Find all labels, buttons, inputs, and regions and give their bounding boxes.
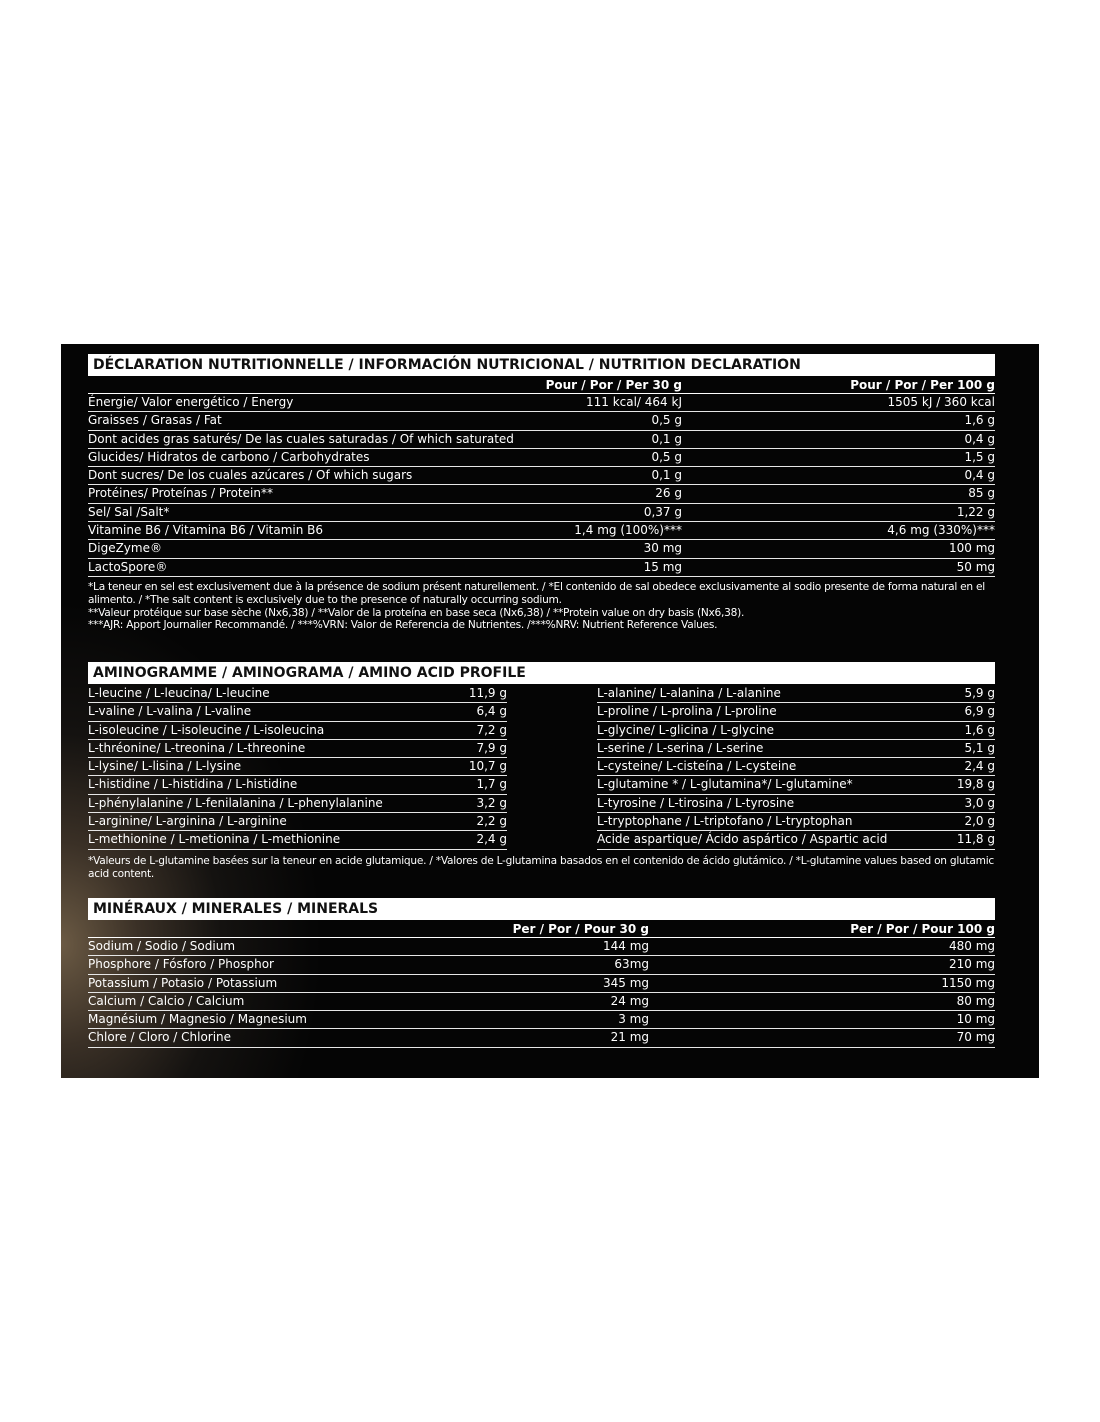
nutrition-title: DÉCLARATION NUTRITIONNELLE / INFORMACIÓN NUTRICIONAL / NUTRITION DECLARATION xyxy=(88,354,995,376)
table-row xyxy=(597,685,995,703)
nutrient-label: Dont sucres/ De los cuales azúcares / Of which sugars xyxy=(88,468,413,483)
value-per-30g: 111 kcal/ 464 kJ xyxy=(585,395,682,409)
table-row xyxy=(88,431,995,449)
table-row xyxy=(88,485,995,503)
amino-label: Acide aspartique/ Ácido aspártico / Aspartic acid xyxy=(597,832,888,847)
value-per-30g: 15 mg xyxy=(643,559,682,574)
minerals-section xyxy=(88,898,995,1048)
nutrient-label: Dont acides gras saturés/ De las cuales saturadas / Of which saturated xyxy=(88,431,514,446)
amino-note: *Valeurs de L-glutamine basées sur la teneur en acide glutamique. / *Valores de L-glutamina basados en el contenido de ácido glutámico. / *L-glutamine values based on glutamic acid content. xyxy=(88,855,995,880)
amino-value: 7,9 g xyxy=(476,740,507,755)
value-per-100g: 80 mg xyxy=(956,993,995,1008)
table-row xyxy=(88,467,995,485)
amino-value: 7,2 g xyxy=(476,722,507,737)
table-row xyxy=(88,722,507,740)
value-per-30g: 345 mg xyxy=(602,975,649,990)
table-row xyxy=(88,449,995,467)
minerals-col-30g: Per / Por / Pour 30 g xyxy=(512,922,649,936)
amino-value: 5,1 g xyxy=(964,740,995,755)
table-row xyxy=(88,540,995,558)
value-per-30g: 24 mg xyxy=(610,993,649,1008)
amino-value: 6,4 g xyxy=(476,704,507,719)
amino-title: AMINOGRAMME / AMINOGRAMA / AMINO ACID PROFILE xyxy=(88,662,995,684)
amino-label: L-arginine/ L-arginina / L-arginine xyxy=(88,814,287,829)
table-row xyxy=(88,504,995,522)
value-per-100g: 1,22 g xyxy=(956,504,995,519)
amino-value: 11,9 g xyxy=(468,686,507,700)
nutrient-label: Sel/ Sal /Salt* xyxy=(88,504,170,519)
table-row xyxy=(597,703,995,721)
value-per-100g: 85 g xyxy=(968,486,995,501)
amino-value: 1,7 g xyxy=(476,777,507,792)
nutrition-panel xyxy=(61,344,1039,1078)
value-per-100g: 0,4 g xyxy=(964,468,995,483)
amino-label: L-glutamine * / L-glutamina*/ L-glutamine* xyxy=(597,777,853,792)
nutrient-label: Glucides/ Hidratos de carbono / Carbohydrates xyxy=(88,449,370,464)
nutrient-label: LactoSpore® xyxy=(88,559,168,574)
table-row xyxy=(88,938,995,956)
table-row xyxy=(597,776,995,794)
value-per-30g: 0,5 g xyxy=(651,413,682,428)
value-per-100g: 1,5 g xyxy=(964,449,995,464)
mineral-label: Magnésium / Magnesio / Magnesium xyxy=(88,1012,307,1027)
table-row xyxy=(88,993,995,1011)
nutrient-label: Énergie/ Valor energético / Energy xyxy=(88,395,294,409)
amino-left-column xyxy=(88,685,507,850)
value-per-100g: 210 mg xyxy=(948,957,995,972)
minerals-column-headers xyxy=(88,920,995,938)
nutrient-label: Vitamine B6 / Vitamina B6 / Vitamin B6 xyxy=(88,523,324,538)
amino-value: 6,9 g xyxy=(964,704,995,719)
nutrition-section xyxy=(88,354,995,632)
nutrient-label: Protéines/ Proteínas / Protein** xyxy=(88,486,273,501)
nutrition-col-30g: Pour / Por / Per 30 g xyxy=(545,378,682,392)
amino-value: 5,9 g xyxy=(964,686,995,700)
value-per-100g: 70 mg xyxy=(956,1030,995,1045)
mineral-label: Potassium / Potasio / Potassium xyxy=(88,975,278,990)
nutrition-rows xyxy=(88,394,995,577)
value-per-30g: 0,1 g xyxy=(651,468,682,483)
table-row xyxy=(88,685,507,703)
amino-label: L-cysteine/ L-cisteína / L-cysteine xyxy=(597,759,797,774)
amino-label: L-tyrosine / L-tirosina / L-tyrosine xyxy=(597,795,795,810)
minerals-rows xyxy=(88,938,995,1048)
table-row xyxy=(88,559,995,577)
value-per-100g: 50 mg xyxy=(956,559,995,574)
amino-section xyxy=(88,662,995,881)
amino-value: 2,2 g xyxy=(476,814,507,829)
value-per-100g: 480 mg xyxy=(948,939,995,953)
value-per-30g: 0,5 g xyxy=(651,449,682,464)
table-row xyxy=(88,740,507,758)
value-per-100g: 1150 mg xyxy=(941,975,995,990)
value-per-100g: 0,4 g xyxy=(964,431,995,446)
value-per-100g: 4,6 mg (330%)*** xyxy=(887,523,995,538)
value-per-30g: 30 mg xyxy=(643,541,682,556)
amino-value: 2,4 g xyxy=(964,759,995,774)
amino-value: 2,4 g xyxy=(476,832,507,847)
value-per-100g: 1,6 g xyxy=(964,413,995,428)
amino-value: 10,7 g xyxy=(468,759,507,774)
table-row xyxy=(88,703,507,721)
mineral-label: Sodium / Sodio / Sodium xyxy=(88,939,236,953)
table-row xyxy=(88,1011,995,1029)
value-per-30g: 0,37 g xyxy=(643,504,682,519)
nutrient-label: DigeZyme® xyxy=(88,541,162,556)
amino-right-column xyxy=(597,685,995,850)
table-row xyxy=(88,795,507,813)
mineral-label: Phosphore / Fósforo / Phosphor xyxy=(88,957,274,972)
nutrition-note-protein: **Valeur protéique sur base sèche (Nx6,38) / **Valor de la proteína en base seca (Nx6,38) / **Protein value on dry basis (Nx6,38). xyxy=(88,606,745,619)
minerals-title: MINÉRAUX / MINERALES / MINERALS xyxy=(88,898,995,920)
nutrition-col-100g: Pour / Por / Per 100 g xyxy=(850,378,995,392)
nutrition-column-headers xyxy=(88,376,995,394)
amino-value: 11,8 g xyxy=(956,832,995,847)
table-row xyxy=(597,758,995,776)
amino-label: L-histidine / L-histidina / L-histidine xyxy=(88,777,298,792)
table-row xyxy=(597,831,995,849)
amino-label: L-serine / L-serina / L-serine xyxy=(597,740,764,755)
amino-value: 3,2 g xyxy=(476,795,507,810)
table-row xyxy=(597,795,995,813)
table-row xyxy=(88,394,995,412)
value-per-100g: 100 mg xyxy=(948,541,995,556)
nutrition-note-salt: *La teneur en sel est exclusivement due à la présence de sodium présent naturellement. / *El contenido de sal obedece exclusivamente al sodio presente de forma natural en el alimento. / *The salt content is exclusively due to the presence of naturally occurring sodium. xyxy=(88,580,985,606)
amino-label: L-lysine/ L-lisina / L-lysine xyxy=(88,759,242,774)
mineral-label: Calcium / Calcio / Calcium xyxy=(88,993,245,1008)
value-per-30g: 3 mg xyxy=(618,1012,649,1027)
table-row xyxy=(88,975,995,993)
amino-value: 2,0 g xyxy=(964,814,995,829)
amino-label: L-phénylalanine / L-fenilalanina / L-phenylalanine xyxy=(88,795,383,810)
amino-label: L-tryptophane / L-triptofano / L-tryptophan xyxy=(597,814,853,829)
value-per-30g: 144 mg xyxy=(602,939,649,953)
table-row xyxy=(88,1029,995,1047)
value-per-100g: 1505 kJ / 360 kcal xyxy=(887,395,995,409)
nutrient-label: Graisses / Grasas / Fat xyxy=(88,413,222,428)
table-row xyxy=(88,758,507,776)
table-row xyxy=(88,831,507,849)
table-row xyxy=(597,813,995,831)
value-per-30g: 26 g xyxy=(655,486,682,501)
table-row xyxy=(597,722,995,740)
value-per-30g: 1,4 mg (100%)*** xyxy=(574,523,682,538)
amino-label: L-thréonine/ L-treonina / L-threonine xyxy=(88,740,306,755)
minerals-col-100g: Per / Por / Pour 100 g xyxy=(850,922,995,936)
nutrition-note-ajr: ***AJR: Apport Journalier Recommandé. / ***%VRN: Valor de Referencia de Nutrientes. /***%NRV: Nutrient Reference Values. xyxy=(88,619,718,632)
amino-label: L-valine / L-valina / L-valine xyxy=(88,704,252,719)
table-row xyxy=(88,776,507,794)
amino-label: L-isoleucine / L-isoleucine / L-isoleucina xyxy=(88,722,325,737)
amino-value: 3,0 g xyxy=(964,795,995,810)
table-row xyxy=(88,813,507,831)
table-row xyxy=(597,740,995,758)
amino-label: L-alanine/ L-alanina / L-alanine xyxy=(597,686,781,700)
table-row xyxy=(88,956,995,974)
value-per-30g: 21 mg xyxy=(610,1030,649,1045)
value-per-30g: 63mg xyxy=(614,957,649,972)
amino-label: L-leucine / L-leucina/ L-leucine xyxy=(88,686,270,700)
nutrition-notes xyxy=(88,581,995,632)
value-per-100g: 10 mg xyxy=(956,1012,995,1027)
table-row xyxy=(88,412,995,430)
amino-label: L-glycine/ L-glicina / L-glycine xyxy=(597,722,775,737)
amino-label: L-methionine / L-metionina / L-methionine xyxy=(88,832,341,847)
amino-value: 1,6 g xyxy=(964,722,995,737)
amino-label: L-proline / L-prolina / L-proline xyxy=(597,704,777,719)
value-per-30g: 0,1 g xyxy=(651,431,682,446)
amino-table xyxy=(88,685,995,849)
mineral-label: Chlore / Cloro / Chlorine xyxy=(88,1030,232,1045)
amino-value: 19,8 g xyxy=(956,777,995,792)
table-row xyxy=(88,522,995,540)
